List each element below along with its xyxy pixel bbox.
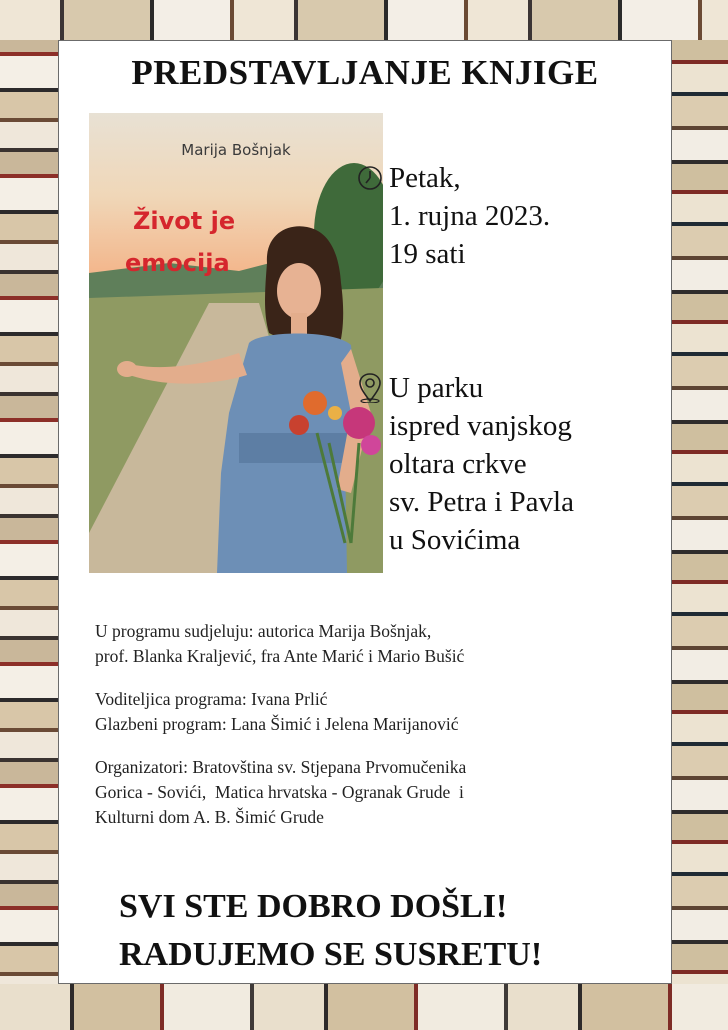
clock-icon bbox=[357, 163, 383, 193]
event-location bbox=[389, 369, 574, 559]
cover-title-line2: emocija bbox=[125, 249, 230, 277]
participants-line-2: prof. Blanka Kraljević, fra Ante Marić i Mario Bušić bbox=[95, 646, 465, 666]
event-day: Petak, bbox=[389, 162, 461, 194]
location-line-4: sv. Petra i Pavla bbox=[389, 486, 574, 518]
event-time bbox=[389, 159, 550, 273]
book-cover-image bbox=[89, 113, 383, 573]
location-pin-icon bbox=[357, 373, 383, 403]
host-line: Voditeljica programa: Ivana Prlić bbox=[95, 689, 328, 709]
event-hour: 19 sati bbox=[389, 238, 466, 270]
closing-message bbox=[119, 883, 542, 979]
organizers-line-2: Gorica - Sovići, Matica hrvatska - Ogranak Grude i bbox=[95, 782, 464, 802]
location-line-3: oltara crkve bbox=[389, 448, 527, 480]
organizers-line-3: Kulturni dom A. B. Šimić Grude bbox=[95, 807, 324, 827]
location-line-1: U parku bbox=[389, 372, 484, 404]
closing-line-1: SVI STE DOBRO DOŠLI! bbox=[119, 888, 508, 925]
event-date: 1. rujna 2023. bbox=[389, 200, 551, 232]
cover-author: Marija Bošnjak bbox=[181, 141, 291, 159]
cover-title-line1: Život je bbox=[133, 207, 236, 235]
program-details bbox=[95, 619, 466, 830]
poster-title: PREDSTAVLJANJE KNJIGE bbox=[131, 53, 599, 92]
location-line-5: u Sovićima bbox=[389, 524, 521, 556]
closing-line-2: RADUJEMO SE SUSRETU! bbox=[119, 936, 543, 973]
participants-line-1: U programu sudjeluju: autorica Marija Bošnjak, bbox=[95, 621, 432, 641]
cover-illustration bbox=[89, 113, 383, 573]
music-line: Glazbeni program: Lana Šimić i Jelena Marijanović bbox=[95, 714, 459, 734]
poster bbox=[58, 40, 672, 984]
organizers-line-1: Organizatori: Bratovština sv. Stjepana Prvomučenika bbox=[95, 757, 467, 777]
location-line-2: ispred vanjskog bbox=[389, 410, 572, 442]
